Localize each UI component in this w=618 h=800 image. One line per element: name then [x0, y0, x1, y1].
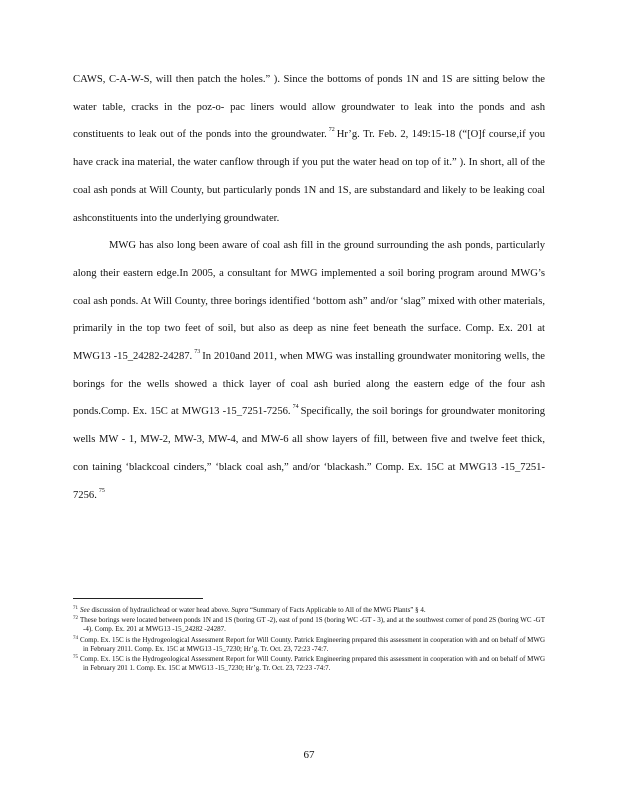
body-paragraph: [73, 232, 545, 509]
footnote-reference: 73: [194, 349, 201, 356]
footnote-text: Supra: [231, 606, 249, 614]
footnote-separator: [73, 598, 203, 599]
footnote-text: These borings were located between ponds 1N and 1S (boring GT -2), east of pond 1S (boring WC -GT - 3), and at the southwest corner of pond 2S (boring WC -GT -4). Comp. Ex. 201 at MWG13 -15_24282 -24287.: [80, 616, 545, 634]
footnote-reference: 75: [98, 487, 105, 494]
footnote: [73, 616, 545, 634]
footnote-text: Comp. Ex. 15C is the Hydrogeological Assessment Report for Will County. Patrick Engineering prepared this assessment in cooperation with and on behalf of MWG in February 2011. Comp. Ex. 15C at MWG13 -15_7230; Hr’g. Tr. Oct. 23, 72:23 -74:7.: [80, 635, 545, 653]
footnote-reference: 74: [292, 404, 299, 411]
paragraph-text: CAWS, C-A-W-S, will then patch the holes.” ). Since the bottoms of ponds 1N and 1S are sitting below the water table, cracks in the poz-o- pac liners would allow groundwater to leak into the ponds and ash constituents to leak out of the ponds into the groundwater.: [73, 74, 545, 141]
footnote-text: Comp. Ex. 15C is the Hydrogeological Assessment Report for Will County. Patrick Engineering prepared this assessment in cooperation with and on behalf of MWG in February 201 1. Comp. Ex. 15C at MWG13 -15_7230; Hr’g. Tr. Oct. 23, 72:23 -74:7.: [80, 655, 545, 673]
footnote-text: “Summary of Facts Applicable to All of the MWG Plants” § 4.: [248, 606, 426, 614]
footnote-number: 74: [73, 635, 78, 641]
paragraph-text: Specifically, the soil borings for groundwater monitoring wells MW - 1, MW-2, MW-3, MW-4, and MW-6 all show layers of fill, between five and twelve feet thick, con taining ‘blackcoal cinders,” ‘black coal ash,” and/or ‘blackash.” Comp. Ex. 15C at MWG13 -15_7251-7256.: [73, 406, 545, 501]
footnote-number: 71: [73, 606, 78, 611]
footnote-number: 75: [73, 655, 78, 661]
page-number: 67: [303, 749, 315, 761]
footnote-text: discussion of hydraulichead or water head above.: [89, 606, 232, 614]
paragraph-text: MWG has also long been aware of coal ash fill in the ground surrounding the ash ponds, particularly along their eastern edge.In 2005, a consultant for MWG implemented a soil boring program around MWG’s coal ash ponds. At Will County, three borings identified ‘bottom ash” and/or ‘slag” mixed with other materials, primarily in the top two feet of soil, but also as deep as nine feet beneath the surface. Comp. Ex. 201 at MWG13 -15_24282-24287.: [73, 240, 545, 363]
footnote-text: See: [80, 606, 90, 614]
footnote: [73, 655, 545, 673]
body-text: [73, 66, 545, 509]
paragraph-text: In 2010and 2011, when MWG was installing groundwater monitoring wells, the borings for the wells showed a thick layer of coal ash buried along the eastern edge of the four ash ponds.Comp. Ex. 15C at MWG13 -15_7251-7256.: [73, 351, 545, 418]
footnote: [73, 636, 545, 654]
paragraph-text: Hr’g. Tr. Feb. 2, 149:15-18 (“[O]f course,if you have crack ina material, the water canflow through if you put the water head on top of it.” ). In short, all of the coal ash ponds at Will County, but particularly ponds 1N and 1S, are substandard and likely to be leaking coal ashconstituents into the underlying groundwater.: [73, 129, 546, 224]
footnotes: [73, 606, 545, 674]
body-paragraph: [73, 66, 545, 232]
footnote: [73, 606, 545, 615]
footnote-reference: 72: [328, 127, 335, 134]
footnote-number: 72: [73, 616, 78, 622]
